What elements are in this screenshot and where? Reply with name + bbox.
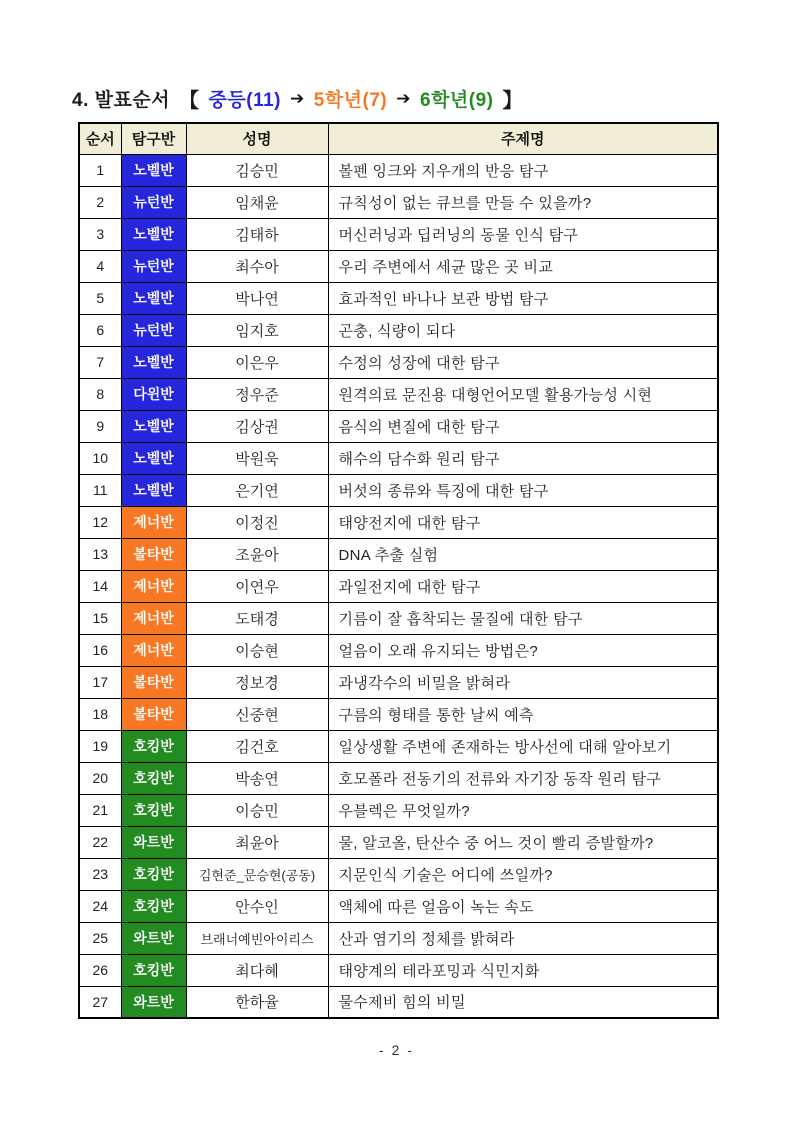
order-cell: 7 <box>79 346 121 378</box>
order-cell: 8 <box>79 378 121 410</box>
student-name-cell: 박송연 <box>186 762 328 794</box>
student-name-cell: 정우준 <box>186 378 328 410</box>
class-badge-cell: 제너반 <box>121 634 186 666</box>
student-name-cell: 김태하 <box>186 218 328 250</box>
table-row <box>79 730 718 762</box>
class-badge-cell: 뉴턴반 <box>121 186 186 218</box>
order-cell: 9 <box>79 410 121 442</box>
table-row <box>79 826 718 858</box>
student-name-cell: 조윤아 <box>186 538 328 570</box>
table-row <box>79 986 718 1018</box>
topic-cell: 구름의 형태를 통한 날씨 예측 <box>328 698 718 730</box>
table-row <box>79 250 718 282</box>
class-badge-cell: 다윈반 <box>121 378 186 410</box>
topic-cell: DNA 추출 실험 <box>328 538 718 570</box>
student-name-cell: 브래너예빈아이리스 <box>186 922 328 954</box>
topic-cell: 규칙성이 없는 큐브를 만들 수 있을까? <box>328 186 718 218</box>
student-name-cell: 이승현 <box>186 634 328 666</box>
order-cell: 11 <box>79 474 121 506</box>
class-badge-cell: 호킹반 <box>121 954 186 986</box>
topic-cell: 물, 알코올, 탄산수 중 어느 것이 빨리 증발할까? <box>328 826 718 858</box>
title-bracket-close: 】 <box>502 90 523 112</box>
table-row <box>79 218 718 250</box>
section-title-prefix: 4. 발표순서 <box>72 90 171 111</box>
class-badge-cell: 와트반 <box>121 922 186 954</box>
order-cell: 19 <box>79 730 121 762</box>
order-cell: 24 <box>79 890 121 922</box>
table-row <box>79 506 718 538</box>
class-badge-cell: 볼타반 <box>121 538 186 570</box>
student-name-cell: 정보경 <box>186 666 328 698</box>
table-row <box>79 538 718 570</box>
order-cell: 1 <box>79 154 121 186</box>
class-badge-cell: 뉴턴반 <box>121 250 186 282</box>
table-header-row <box>79 123 718 154</box>
page-number: - 2 - <box>379 1042 414 1058</box>
class-badge-cell: 노벨반 <box>121 410 186 442</box>
topic-cell: 우블렉은 무엇일까? <box>328 794 718 826</box>
student-name-cell: 최다혜 <box>186 954 328 986</box>
table-row <box>79 410 718 442</box>
class-badge-cell: 뉴턴반 <box>121 314 186 346</box>
order-cell: 5 <box>79 282 121 314</box>
class-badge-cell: 와트반 <box>121 826 186 858</box>
topic-cell: 원격의료 문진용 대형언어모델 활용가능성 시현 <box>328 378 718 410</box>
topic-cell: 곤충, 식량이 되다 <box>328 314 718 346</box>
order-cell: 26 <box>79 954 121 986</box>
topic-cell: 과냉각수의 비밀을 밝혀라 <box>328 666 718 698</box>
topic-cell: 태양전지에 대한 탐구 <box>328 506 718 538</box>
class-badge-cell: 호킹반 <box>121 858 186 890</box>
title-group-grade6: 6학년(9) <box>420 90 494 111</box>
class-badge-cell: 와트반 <box>121 986 186 1018</box>
student-name-cell: 안수인 <box>186 890 328 922</box>
title-group-grade5: 5학년(7) <box>313 90 388 111</box>
class-badge-cell: 노벨반 <box>121 474 186 506</box>
class-badge-cell: 노벨반 <box>121 346 186 378</box>
student-name-cell: 김승민 <box>186 154 328 186</box>
order-cell: 15 <box>79 602 121 634</box>
class-badge-cell: 제너반 <box>121 506 186 538</box>
topic-cell: 일상생활 주변에 존재하는 방사선에 대해 알아보기 <box>328 730 718 762</box>
arrow-right-icon: ➔ <box>396 88 411 108</box>
topic-cell: 과일전지에 대한 탐구 <box>328 570 718 602</box>
table-row <box>79 474 718 506</box>
topic-cell: 볼펜 잉크와 지우개의 반응 탐구 <box>328 154 718 186</box>
table-row <box>79 570 718 602</box>
student-name-cell: 신중현 <box>186 698 328 730</box>
table-row <box>79 186 718 218</box>
class-badge-cell: 호킹반 <box>121 762 186 794</box>
arrow-right-icon: ➔ <box>290 88 305 108</box>
order-cell: 6 <box>79 314 121 346</box>
topic-cell: 물수제비 힘의 비밀 <box>328 986 718 1018</box>
order-cell: 14 <box>79 570 121 602</box>
order-cell: 25 <box>79 922 121 954</box>
topic-cell: 버섯의 종류와 특징에 대한 탐구 <box>328 474 718 506</box>
topic-cell: 호모폴라 전동기의 전류와 자기장 동작 원리 탐구 <box>328 762 718 794</box>
order-cell: 12 <box>79 506 121 538</box>
student-name-cell: 김건호 <box>186 730 328 762</box>
student-name-cell: 임채윤 <box>186 186 328 218</box>
order-cell: 16 <box>79 634 121 666</box>
student-name-cell: 최수아 <box>186 250 328 282</box>
topic-cell: 기름이 잘 흡착되는 물질에 대한 탐구 <box>328 602 718 634</box>
table-row <box>79 314 718 346</box>
order-cell: 18 <box>79 698 121 730</box>
student-name-cell: 도태경 <box>186 602 328 634</box>
topic-cell: 음식의 변질에 대한 탐구 <box>328 410 718 442</box>
topic-cell: 머신러닝과 딥러닝의 동물 인식 탐구 <box>328 218 718 250</box>
table-row <box>79 666 718 698</box>
topic-cell: 산과 염기의 정체를 밝혀라 <box>328 922 718 954</box>
student-name-cell: 은기연 <box>186 474 328 506</box>
order-cell: 22 <box>79 826 121 858</box>
student-name-cell: 최윤아 <box>186 826 328 858</box>
student-name-cell: 한하율 <box>186 986 328 1018</box>
class-badge-cell: 호킹반 <box>121 730 186 762</box>
table-row <box>79 634 718 666</box>
column-header-class: 탐구반 <box>121 123 186 154</box>
table-row <box>79 954 718 986</box>
table-row <box>79 602 718 634</box>
order-cell: 10 <box>79 442 121 474</box>
class-badge-cell: 노벨반 <box>121 282 186 314</box>
order-cell: 21 <box>79 794 121 826</box>
class-badge-cell: 볼타반 <box>121 666 186 698</box>
order-cell: 23 <box>79 858 121 890</box>
table-row <box>79 698 718 730</box>
table-row <box>79 890 718 922</box>
column-header-order: 순서 <box>79 123 121 154</box>
order-cell: 17 <box>79 666 121 698</box>
section-title <box>72 84 523 113</box>
student-name-cell: 김현준_문승현(공동) <box>186 858 328 890</box>
student-name-cell: 이연우 <box>186 570 328 602</box>
order-cell: 4 <box>79 250 121 282</box>
table-row <box>79 762 718 794</box>
title-bracket-open: 【 <box>179 90 200 112</box>
class-badge-cell: 제너반 <box>121 602 186 634</box>
column-header-topic: 주제명 <box>328 123 718 154</box>
student-name-cell: 이은우 <box>186 346 328 378</box>
title-group-middle: 중등(11) <box>208 90 281 111</box>
topic-cell: 태양계의 테라포밍과 식민지화 <box>328 954 718 986</box>
class-badge-cell: 볼타반 <box>121 698 186 730</box>
presentation-order-table <box>78 122 719 1019</box>
class-badge-cell: 노벨반 <box>121 218 186 250</box>
student-name-cell: 박나연 <box>186 282 328 314</box>
order-cell: 27 <box>79 986 121 1018</box>
topic-cell: 액체에 따른 얼음이 녹는 속도 <box>328 890 718 922</box>
table-row <box>79 858 718 890</box>
topic-cell: 우리 주변에서 세균 많은 곳 비교 <box>328 250 718 282</box>
order-cell: 3 <box>79 218 121 250</box>
order-cell: 20 <box>79 762 121 794</box>
table-body <box>79 154 718 1018</box>
student-name-cell: 이정진 <box>186 506 328 538</box>
topic-cell: 얼음이 오래 유지되는 방법은? <box>328 634 718 666</box>
class-badge-cell: 노벨반 <box>121 442 186 474</box>
order-cell: 13 <box>79 538 121 570</box>
student-name-cell: 박원욱 <box>186 442 328 474</box>
order-cell: 2 <box>79 186 121 218</box>
class-badge-cell: 호킹반 <box>121 890 186 922</box>
table-row <box>79 154 718 186</box>
class-badge-cell: 제너반 <box>121 570 186 602</box>
table-row <box>79 282 718 314</box>
student-name-cell: 임지호 <box>186 314 328 346</box>
table-row <box>79 378 718 410</box>
table-row <box>79 922 718 954</box>
topic-cell: 수정의 성장에 대한 탐구 <box>328 346 718 378</box>
table-row <box>79 346 718 378</box>
student-name-cell: 이승민 <box>186 794 328 826</box>
topic-cell: 효과적인 바나나 보관 방법 탐구 <box>328 282 718 314</box>
class-badge-cell: 노벨반 <box>121 154 186 186</box>
student-name-cell: 김상권 <box>186 410 328 442</box>
topic-cell: 해수의 담수화 원리 탐구 <box>328 442 718 474</box>
column-header-name: 성명 <box>186 123 328 154</box>
topic-cell: 지문인식 기술은 어디에 쓰일까? <box>328 858 718 890</box>
table-row <box>79 442 718 474</box>
class-badge-cell: 호킹반 <box>121 794 186 826</box>
table-row <box>79 794 718 826</box>
